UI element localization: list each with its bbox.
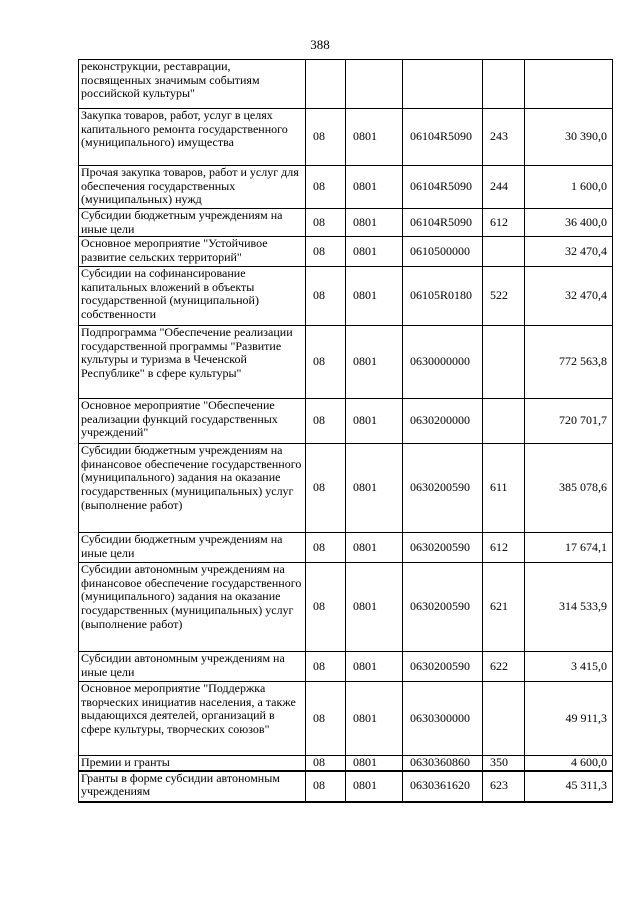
row-name: Подпрограмма "Обеспечение реализации государственной программы "Развитие культуры и туризма в Чеченской Республике" в сфере культуры": [79, 326, 306, 399]
row-target: 06104R5090: [403, 209, 483, 237]
row-type: 244: [483, 166, 525, 209]
row-amount: 36 400,0: [525, 209, 613, 237]
row-target: 0630360860: [403, 756, 483, 771]
table-row: [79, 682, 613, 756]
row-name: Субсидии бюджетным учреждениям на иные цели: [79, 533, 306, 563]
row-type: [483, 399, 525, 444]
row-name: Гранты в форме субсидии автономным учреждениям: [79, 771, 306, 802]
row-target: 06104R5090: [403, 166, 483, 209]
row-amount: 30 390,0: [525, 109, 613, 166]
row-section: 08: [306, 267, 346, 326]
row-subsection: 0801: [346, 166, 403, 209]
table-row: [79, 399, 613, 444]
row-name: реконструкции, реставрации, посвященных значимым событиям российской культуры": [79, 60, 306, 109]
row-target: 0630200590: [403, 444, 483, 533]
table-row: [79, 652, 613, 682]
row-type: 243: [483, 109, 525, 166]
table-row: [79, 533, 613, 563]
row-name: Субсидии автономным учреждениям на иные цели: [79, 652, 306, 682]
row-section: 08: [306, 326, 346, 399]
row-section: 08: [306, 166, 346, 209]
row-section: 08: [306, 563, 346, 652]
row-target: 0630200000: [403, 399, 483, 444]
row-section: 08: [306, 756, 346, 771]
row-subsection: 0801: [346, 237, 403, 267]
table-row: [79, 444, 613, 533]
row-subsection: 0801: [346, 209, 403, 237]
row-target: 0630200590: [403, 533, 483, 563]
row-name: Основное мероприятие "Обеспечение реализации функций государственных учреждений": [79, 399, 306, 444]
row-section: 08: [306, 533, 346, 563]
row-target: 0630200590: [403, 563, 483, 652]
row-section: [306, 60, 346, 109]
row-section: 08: [306, 399, 346, 444]
row-name: Прочая закупка товаров, работ и услуг для обеспечения государственных (муниципальных) нужд: [79, 166, 306, 209]
table-row: [79, 166, 613, 209]
row-name: Закупка товаров, работ, услуг в целях капитального ремонта государственного (муниципального) имущества: [79, 109, 306, 166]
row-section: 08: [306, 652, 346, 682]
row-section: 08: [306, 771, 346, 802]
row-amount: 17 674,1: [525, 533, 613, 563]
row-amount: [525, 60, 613, 109]
row-subsection: 0801: [346, 563, 403, 652]
row-target: 0630300000: [403, 682, 483, 756]
page-number: 388: [310, 37, 330, 52]
table-row: [79, 326, 613, 399]
row-amount: 385 078,6: [525, 444, 613, 533]
table-row: [79, 109, 613, 166]
row-amount: 32 470,4: [525, 237, 613, 267]
row-subsection: 0801: [346, 444, 403, 533]
row-name: Субсидии на софинансирование капитальных вложений в объекты государственной (муниципальной) собственности: [79, 267, 306, 326]
row-type: [483, 60, 525, 109]
row-amount: 1 600,0: [525, 166, 613, 209]
row-section: 08: [306, 682, 346, 756]
row-type: 612: [483, 209, 525, 237]
row-subsection: 0801: [346, 399, 403, 444]
row-section: 08: [306, 444, 346, 533]
row-type: 621: [483, 563, 525, 652]
row-name: Субсидии бюджетным учреждениям на финансовое обеспечение государственного (муниципального) задания на оказание государственных (муниципальных) услуг (выполнение работ): [79, 444, 306, 533]
table-row: [79, 563, 613, 652]
row-subsection: 0801: [346, 267, 403, 326]
row-target: 0630200590: [403, 652, 483, 682]
row-type: [483, 326, 525, 399]
table-row: [79, 756, 613, 771]
row-amount: 49 911,3: [525, 682, 613, 756]
row-subsection: [346, 60, 403, 109]
row-subsection: 0801: [346, 533, 403, 563]
table-row: [79, 209, 613, 237]
row-name: Основное мероприятие "Поддержка творческих инициатив населения, а также выдающихся деятелей, организаций в сфере культуры, творческих союзов": [79, 682, 306, 756]
row-type: 611: [483, 444, 525, 533]
row-type: 350: [483, 756, 525, 771]
table-row: [79, 771, 613, 802]
row-section: 08: [306, 237, 346, 267]
table-row: [79, 60, 613, 109]
row-name: Основное мероприятие "Устойчивое развитие сельских территорий": [79, 237, 306, 267]
row-name: Субсидии автономным учреждениям на финансовое обеспечение государственного (муниципального) задания на оказание государственных (муниципальных) услуг (выполнение работ): [79, 563, 306, 652]
row-amount: 45 311,3: [525, 771, 613, 802]
row-amount: 4 600,0: [525, 756, 613, 771]
row-subsection: 0801: [346, 652, 403, 682]
table-row: [79, 267, 613, 326]
row-type: [483, 682, 525, 756]
row-type: [483, 237, 525, 267]
row-target: 06105R0180: [403, 267, 483, 326]
row-target: 0610500000: [403, 237, 483, 267]
row-target: 0630361620: [403, 771, 483, 802]
row-target: 0630000000: [403, 326, 483, 399]
row-type: 522: [483, 267, 525, 326]
row-subsection: 0801: [346, 756, 403, 771]
row-subsection: 0801: [346, 771, 403, 802]
row-section: 08: [306, 209, 346, 237]
row-name: Премии и гранты: [79, 756, 306, 771]
budget-table: [78, 59, 613, 803]
row-amount: 720 701,7: [525, 399, 613, 444]
row-subsection: 0801: [346, 326, 403, 399]
row-amount: 772 563,8: [525, 326, 613, 399]
row-section: 08: [306, 109, 346, 166]
row-amount: 3 415,0: [525, 652, 613, 682]
row-type: 622: [483, 652, 525, 682]
row-subsection: 0801: [346, 109, 403, 166]
table-row: [79, 237, 613, 267]
row-amount: 32 470,4: [525, 267, 613, 326]
row-target: 06104R5090: [403, 109, 483, 166]
row-target: [403, 60, 483, 109]
row-amount: 314 533,9: [525, 563, 613, 652]
row-subsection: 0801: [346, 682, 403, 756]
row-name: Субсидии бюджетным учреждениям на иные цели: [79, 209, 306, 237]
row-type: 623: [483, 771, 525, 802]
row-type: 612: [483, 533, 525, 563]
